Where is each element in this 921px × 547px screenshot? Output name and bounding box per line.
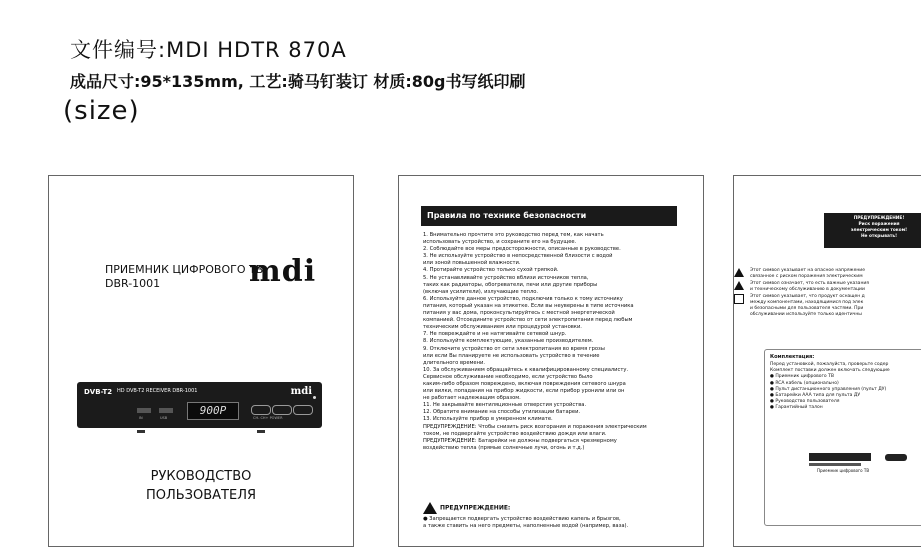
ch-minus-button-icon (251, 405, 271, 415)
text-line: 11. Не закрывайте вентиляционные отверстия устройства. (423, 402, 587, 409)
symbol-text: и техническому обслуживанию в документации (750, 287, 865, 292)
text-line: компанией. Отсоедините устройство от сети электропитания перед любым (423, 317, 633, 324)
in-port (137, 408, 151, 413)
dvb-logo: DVB-T2 (84, 388, 113, 396)
text-line: ПРЕДУПРЕЖДЕНИЕ! (853, 216, 905, 221)
receiver-illustration (77, 382, 322, 428)
kit-title: Комплектация: (770, 354, 815, 360)
kit-page (733, 175, 921, 547)
usb-port-label: USB (160, 416, 168, 420)
text-line: ● RCA кабель (опционально) (770, 380, 839, 386)
safety-title: Правила по технике безопасности (421, 206, 677, 226)
cover-page (48, 175, 354, 547)
symbol-text: Этот символ указывает на опасное напряжение (750, 268, 866, 273)
text-line: или зоной повышенной влажности. (423, 260, 521, 267)
warning-title: ПРЕДУПРЕЖДЕНИЕ: (440, 504, 511, 512)
power-led-icon (313, 396, 316, 399)
usb-port (159, 408, 173, 413)
mdi-logo: mdi (249, 254, 317, 289)
text-line: ● Пульт дистанционного управления (пульт ДУ) (770, 386, 887, 392)
text-line: Не открывать! (860, 234, 898, 239)
text-line: или если Вы планируете не использовать устройство в течение (423, 352, 600, 359)
kit-box (764, 349, 921, 526)
text-line: 9. Отключите устройство от сети электропитания во время грозы (423, 345, 605, 352)
text-line: Риск поражения (858, 222, 900, 227)
power-button-icon (293, 405, 313, 415)
text-line: каким-либо образом повреждено, включая повреждения сетевого шнура (423, 380, 626, 387)
text-line: длительного времени. (423, 359, 486, 366)
symbol-text: связанное с риском поражения электрическим (750, 274, 863, 279)
text-line: ПРЕДУПРЕЖДЕНИЕ: Чтобы снизить риск возгорания и поражения электрическим (423, 423, 647, 430)
text-line: 4. Протирайте устройство только сухой тряпкой. (423, 267, 559, 274)
warning-bullets (423, 516, 628, 530)
text-line: не работает надлежащим образом. (423, 395, 521, 402)
text-line: а также ставить на него предметы, наполненные водой (например, ваза). (423, 523, 629, 529)
warning-triangle-icon (423, 502, 437, 514)
text-line: (включая усилители), излучающие тепло. (423, 288, 539, 295)
symbol-text: Этот символ означает, что есть важные указания (750, 281, 870, 286)
symbol-text: между компонентами, находящимися под элек (750, 300, 864, 305)
kit-caption: Приемник цифрового ТВ (817, 468, 870, 473)
symbol-text: и безопасными для пользователя частями. При (750, 306, 864, 311)
text-line: воздействию тепла (прямые солнечные лучи, огонь и т.д.) (423, 444, 585, 451)
shock-warning-box (824, 213, 921, 248)
button-labels: CH- CH+ POWER (253, 416, 283, 420)
device-model-label: HD DVB-T2 RECEIVER DBR-1001 (117, 388, 198, 394)
product-model: DBR-1001 (105, 277, 161, 290)
text-line: ● Руководство пользователя (770, 399, 840, 405)
text-line: Сервисное обслуживание необходимо, если устройство было (423, 373, 593, 380)
warning-heading (423, 502, 510, 514)
text-line: 12. Обратите внимание на способы утилизации батареи. (423, 409, 581, 416)
text-line: 6. Используйте данное устройство, подключив только к тому источнику (423, 295, 623, 302)
kit-list (770, 362, 890, 412)
document-number: 文件编号:MDI HDTR 870A (70, 38, 347, 62)
symbol-text: Этот символ указывает, что продукт оснащен д (750, 294, 865, 299)
text-line: Комплект поставки должен включать следующие (770, 368, 890, 374)
text-line: питания у вас дома, проконсультируйтесь с местной энергетической (423, 310, 615, 317)
text-line: или вилки, попадания на прибор жидкости, если прибор уронили или он (423, 388, 625, 395)
manual-title (49, 467, 353, 505)
text-line: Перед установкой, пожалуйста, проверьте содер (770, 362, 889, 367)
receiver-thumbnail-base (809, 463, 861, 466)
manual-title-line: РУКОВОДСТВО (150, 469, 252, 484)
text-line: ● Гарантийный талон (770, 405, 823, 411)
device-display: 900P (187, 402, 239, 420)
text-line: 5. Не устанавливайте устройство вблизи источников тепла, (423, 274, 589, 281)
text-line: током, не подвергайте устройство воздействию дождя или влаги. (423, 430, 607, 437)
text-line: 2. Соблюдайте все меры предосторожности, описанные в руководстве. (423, 246, 621, 253)
exclamation-triangle-icon (734, 281, 744, 290)
receiver-thumbnail-icon (809, 453, 871, 461)
lightning-triangle-icon (734, 268, 744, 277)
device-mdi-logo: mdi (290, 386, 312, 397)
text-line: использовать устройство, и сохраните его на будущее. (423, 239, 577, 246)
text-line: ● Запрещается подвергать устройство воздействию капель и брызгов, (423, 516, 621, 522)
device-foot (137, 430, 145, 433)
text-line: 7. Не повреждайте и не натягивайте сетевой шнур. (423, 331, 567, 338)
safety-page (398, 175, 704, 547)
text-line: ● Батарейки AAA типа для пульта ДУ (770, 393, 861, 399)
text-line: питания, который указан на этикетке. Если вы неуверены в типе источника (423, 302, 634, 309)
ch-plus-button-icon (272, 405, 292, 415)
text-line: техническим обслуживанием или процедурой установки. (423, 324, 582, 331)
product-name (105, 263, 263, 291)
text-line: электрическим током! (850, 228, 908, 233)
size-note: (size) (63, 96, 140, 126)
text-line: ● Приемник цифрового ТВ (770, 374, 834, 380)
device-foot (257, 430, 265, 433)
text-line: 8. Используйте комплектующие, указанные производителем. (423, 338, 594, 345)
manual-title-line: ПОЛЬЗОВАТЕЛЯ (145, 488, 257, 503)
text-line: 1. Внимательно прочтите это руководство перед тем, как начать (423, 232, 604, 238)
safety-rules-list (423, 232, 683, 452)
text-line: 13. Используйте прибор в умеренном климате. (423, 416, 553, 423)
text-line: 10. За обслуживанием обращайтесь к квалифицированному специалисту. (423, 366, 629, 373)
text-line: ПРЕДУПРЕЖДЕНИЕ: Батарейки не должны подвергаться чрезмерному (423, 437, 617, 444)
product-title: ПРИЕМНИК ЦИФРОВОГО ТВ (105, 263, 264, 276)
in-port-label: IN (139, 416, 143, 420)
text-line: 3. Не используйте устройство в непосредственной близости с водой (423, 253, 613, 260)
print-specification: 成品尺寸:95*135mm, 工艺:骑马钉装订 材质:80g书写纸印刷 (70, 72, 526, 91)
double-insulation-icon (734, 294, 744, 304)
remote-thumbnail-icon (885, 454, 907, 461)
symbol-text: обслуживании используйте только идентичны (750, 312, 862, 317)
text-line: таких как радиаторы, обогреватели, печи или другие приборы (423, 281, 598, 288)
